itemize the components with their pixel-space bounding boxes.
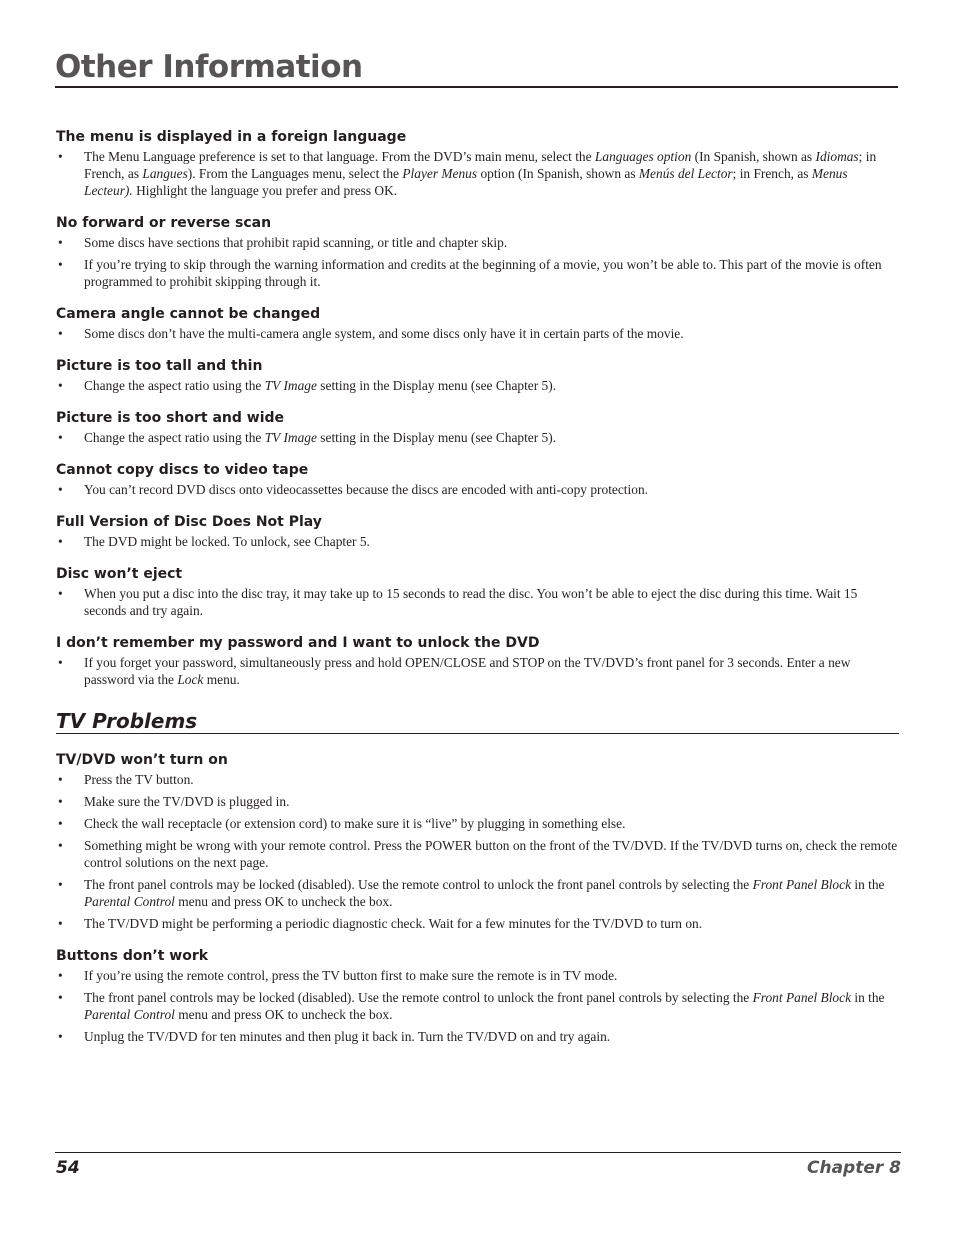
bullet-list [56, 325, 898, 342]
faq-section [56, 946, 898, 1045]
italic-term: Parental Control [84, 1007, 175, 1022]
text-run: menu. [203, 672, 240, 687]
text-run: Press the TV button. [84, 772, 194, 787]
italic-term: Languages option [594, 149, 692, 164]
italic-term: Front Panel Block [752, 990, 852, 1005]
troubleshooting-sections [56, 127, 898, 688]
bullet-item [56, 533, 898, 550]
footer-rule [55, 1152, 901, 1153]
bullet-item [56, 234, 898, 251]
bullet-list [56, 429, 898, 446]
section-heading: I don’t remember my password and I want to unlock the DVD [56, 635, 540, 651]
text-run: setting in the Display menu (see Chapter 5). [316, 378, 557, 393]
bullet-item [56, 481, 898, 498]
bullet-item [56, 989, 898, 1023]
italic-term: Player Menus [402, 166, 478, 181]
tv-problems-title: TV Problems [56, 709, 198, 733]
bullet-list [56, 585, 898, 619]
text-run: The front panel controls may be locked (disabled). Use the remote control to unlock the front panel controls by selecting the [84, 877, 753, 892]
text-run: The DVD might be locked. To unlock, see Chapter 5. [84, 534, 370, 549]
title-rule [55, 86, 898, 88]
text-run: The front panel controls may be locked (disabled). Use the remote control to unlock the front panel controls by selecting the [84, 990, 753, 1005]
page-title: Other Information [55, 49, 363, 85]
bullet-item [56, 915, 898, 932]
italic-term: Lock [177, 672, 204, 687]
italic-term: Langues [142, 166, 188, 181]
italic-term: TV Image [264, 378, 317, 393]
italic-term: Menus Lecteur). [84, 166, 848, 198]
faq-section [56, 356, 898, 394]
italic-term: TV Image [264, 430, 317, 445]
section-heading: Full Version of Disc Does Not Play [56, 514, 322, 530]
text-run: Make sure the TV/DVD is plugged in. [84, 794, 290, 809]
tv-problems-rule [56, 733, 899, 734]
bullet-list [56, 481, 898, 498]
text-run: ). From the Languages menu, select the [187, 166, 403, 181]
section-heading: Cannot copy discs to video tape [56, 462, 309, 478]
bullet-item [56, 793, 898, 810]
bullet-item [56, 256, 898, 290]
bullet-item [56, 585, 898, 619]
italic-term: Idiomas [815, 149, 859, 164]
bullet-list [56, 377, 898, 394]
section-heading: Disc won’t eject [56, 566, 183, 582]
bullet-item [56, 654, 898, 688]
faq-section [56, 750, 898, 932]
bullet-item [56, 815, 898, 832]
main-content [56, 127, 898, 1059]
section-heading: Picture is too short and wide [56, 410, 285, 426]
bullet-item [56, 837, 898, 871]
italic-term: Menús del Lector [638, 166, 733, 181]
text-run: ; in French, as [84, 149, 877, 181]
text-run: Something might be wrong with your remote control. Press the POWER button on the front of the TV/DVD. If the TV/DVD turns on, check the remote control solutions on the next page. [84, 838, 898, 870]
section-heading: Camera angle cannot be changed [56, 306, 321, 322]
bullet-item [56, 1028, 898, 1045]
faq-section [56, 633, 898, 688]
text-run: The TV/DVD might be performing a periodic diagnostic check. Wait for a few minutes for the TV/DVD to turn on. [84, 916, 703, 931]
bullet-item [56, 148, 898, 199]
bullet-list [56, 967, 898, 1045]
text-run: The Menu Language preference is set to that language. From the DVD’s main menu, select the [84, 149, 595, 164]
text-run: You can’t record DVD discs onto videocassettes because the discs are encoded with anti-copy protection. [84, 482, 648, 497]
text-run: If you’re trying to skip through the warning information and credits at the beginning of a movie, you won’t be able to. This part of the movie is often programmed to prohibit skipping through it. [84, 257, 882, 289]
section-heading: The menu is displayed in a foreign language [56, 129, 407, 145]
section-heading: TV/DVD won’t turn on [56, 752, 228, 768]
text-run: Some discs don’t have the multi-camera angle system, and some discs only have it in certain parts of the movie. [84, 326, 684, 341]
bullet-item [56, 876, 898, 910]
bullet-list [56, 771, 898, 932]
text-run: Some discs have sections that prohibit rapid scanning, or title and chapter skip. [84, 235, 508, 250]
tv-problems-sections [56, 750, 898, 1045]
italic-term: Front Panel Block [752, 877, 852, 892]
text-run: menu and press OK to uncheck the box. [174, 1007, 393, 1022]
text-run: Highlight the language you prefer and press OK. [132, 183, 398, 198]
text-run: setting in the Display menu (see Chapter 5). [316, 430, 557, 445]
tv-problems-header [56, 708, 898, 734]
text-run: (In Spanish, shown as [691, 149, 816, 164]
page-number: 54 [56, 1158, 80, 1178]
text-run: If you’re using the remote control, press the TV button first to make sure the remote is in TV mode. [84, 968, 618, 983]
text-run: When you put a disc into the disc tray, it may take up to 15 seconds to read the disc. You won’t be able to eject the disc during this time. Wait 15 seconds and try again. [84, 586, 858, 618]
faq-section [56, 304, 898, 342]
section-heading: Picture is too tall and thin [56, 358, 263, 374]
faq-section [56, 127, 898, 199]
text-run: Change the aspect ratio using the [84, 430, 265, 445]
bullet-list [56, 234, 898, 290]
bullet-item [56, 429, 898, 446]
italic-term: Parental Control [84, 894, 175, 909]
text-run: If you forget your password, simultaneously press and hold OPEN/CLOSE and STOP on the TV/DVD’s front panel for 3 seconds. Enter a new password via the [84, 655, 851, 687]
text-run: Unplug the TV/DVD for ten minutes and then plug it back in. Turn the TV/DVD on and try again. [84, 1029, 611, 1044]
section-heading: No forward or reverse scan [56, 215, 272, 231]
faq-section [56, 408, 898, 446]
text-run: option (In Spanish, shown as [477, 166, 639, 181]
bullet-item [56, 377, 898, 394]
bullet-item [56, 325, 898, 342]
bullet-item [56, 967, 898, 984]
text-run: menu and press OK to uncheck the box. [174, 894, 393, 909]
faq-section [56, 213, 898, 290]
bullet-list [56, 148, 898, 199]
faq-section [56, 512, 898, 550]
text-run: Check the wall receptacle (or extension cord) to make sure it is “live” by plugging in something else. [84, 816, 626, 831]
text-run: in the [851, 990, 885, 1005]
faq-section [56, 564, 898, 619]
bullet-item [56, 771, 898, 788]
text-run: ; in French, as [732, 166, 812, 181]
text-run: Change the aspect ratio using the [84, 378, 265, 393]
text-run: in the [851, 877, 885, 892]
faq-section [56, 460, 898, 498]
section-heading: Buttons don’t work [56, 948, 209, 964]
bullet-list [56, 654, 898, 688]
chapter-label: Chapter 8 [806, 1158, 901, 1178]
bullet-list [56, 533, 898, 550]
